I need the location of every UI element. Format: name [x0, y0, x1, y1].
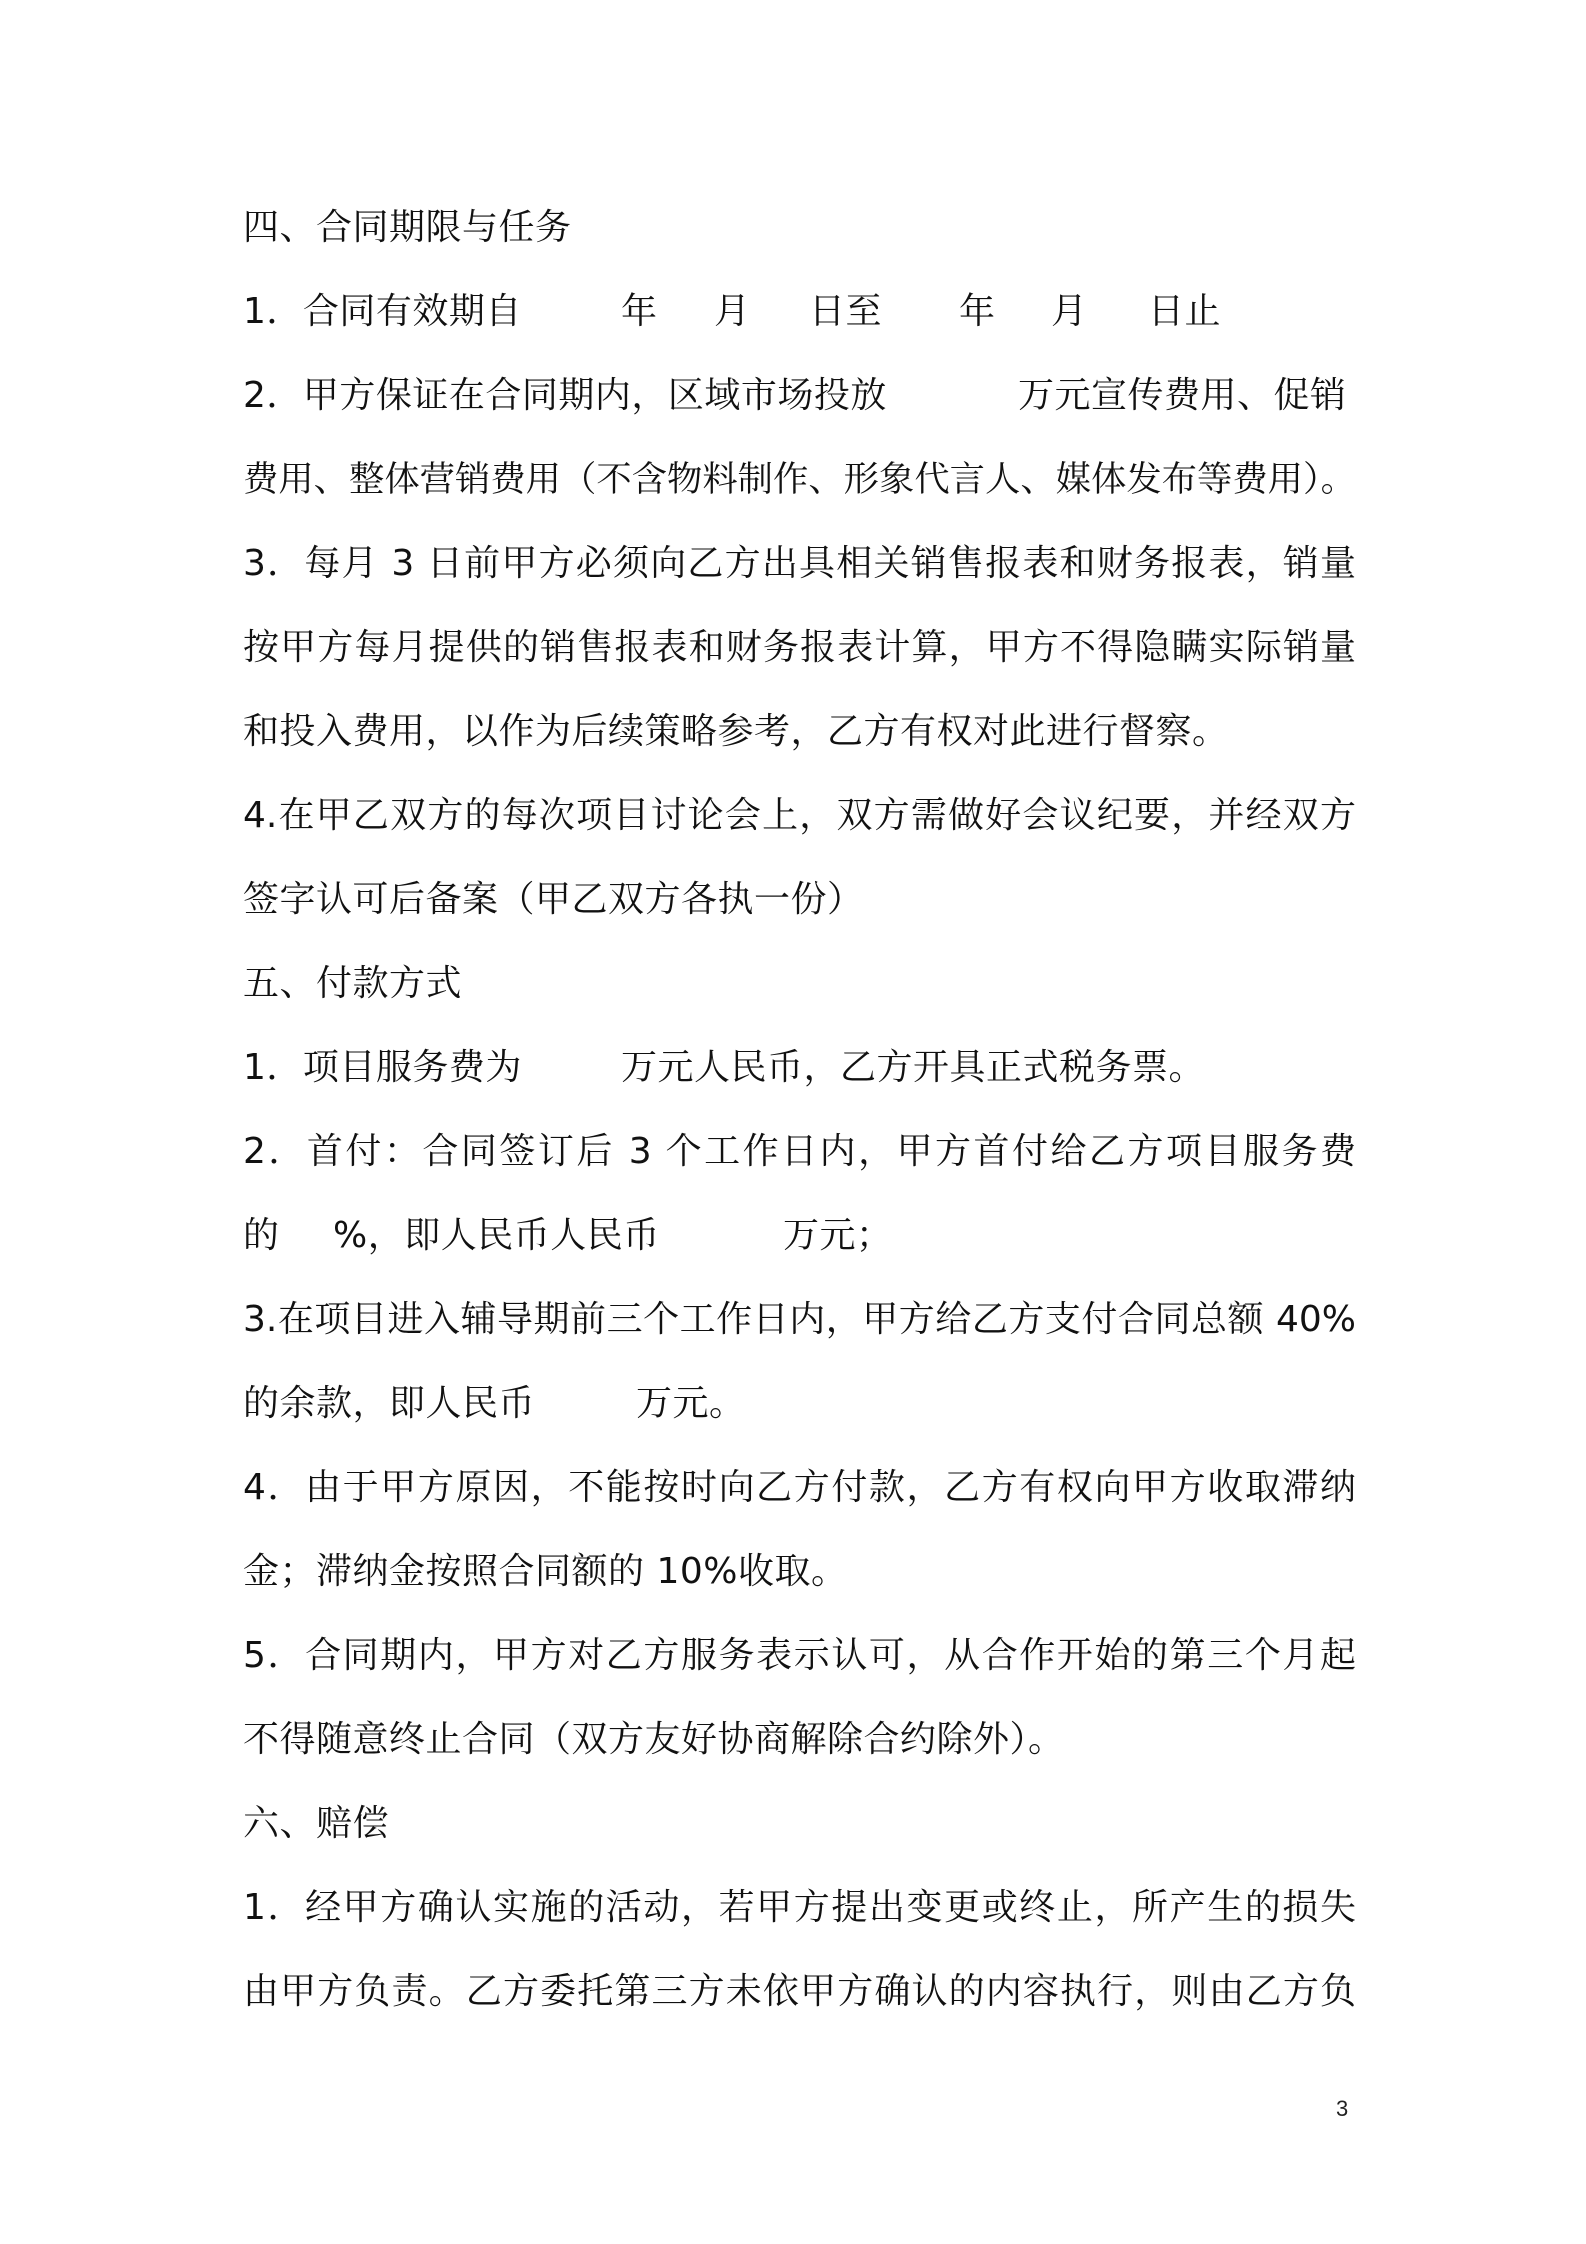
budget-label: 2．甲方保证在合同期内，区域市场投放 [243, 375, 887, 416]
page-number: 3 [1336, 2096, 1349, 2121]
term-start-month-label: 月 [714, 291, 751, 332]
balance-unit-label: 万元。 [636, 1383, 746, 1424]
section-5-item-1 [243, 1044, 1356, 1092]
term-end-day-label: 日止 [1148, 291, 1222, 332]
section-5-item-5-line-2: 不得随意终止合同（双方友好协商解除合约除外）。 [243, 1719, 1065, 1760]
budget-unit-label: 万元宣传费用、促销 [1018, 375, 1347, 416]
section-4-item-2-line-2: 费用、整体营销费用（不含物料制作、形象代言人、媒体发布等费用）。 [243, 459, 1356, 500]
section-4-item-3-line-1: 3．每月 3 日前甲方必须向乙方出具相关销售报表和财务报表，销量 [243, 543, 1356, 584]
section-5-item-5-line-1: 5．合同期内，甲方对乙方服务表示认可，从合作开始的第三个月起 [243, 1635, 1356, 1676]
term-start-label: 1．合同有效期自 [243, 291, 522, 332]
section-4-heading: 四、合同期限与任务 [243, 207, 572, 248]
section-5-item-2-line-2 [243, 1212, 1356, 1260]
section-4-item-4-line-1: 4.在甲乙双方的每次项目讨论会上，双方需做好会议纪要，并经双方 [243, 795, 1356, 836]
section-5-heading: 五、付款方式 [243, 963, 463, 1004]
section-4-item-3-line-2: 按甲方每月提供的销售报表和财务报表计算，甲方不得隐瞒实际销量 [243, 627, 1356, 668]
section-4-item-3-line-3: 和投入费用，以作为后续策略参考，乙方有权对此进行督察。 [243, 711, 1229, 752]
down-payment-unit-label: 万元； [783, 1215, 893, 1256]
service-fee-label: 1．项目服务费为 [243, 1047, 522, 1088]
term-start-day-label: 日至 [809, 291, 883, 332]
section-5-item-3-line-2 [243, 1380, 1356, 1428]
section-5-item-4-line-1: 4．由于甲方原因，不能按时向乙方付款，乙方有权向甲方收取滞纳 [243, 1467, 1356, 1508]
balance-label: 的余款，即人民币 [243, 1383, 536, 1424]
term-start-year-label: 年 [621, 291, 658, 332]
term-end-month-label: 月 [1051, 291, 1088, 332]
down-payment-percent-label: %，即人民币人民币 [333, 1215, 660, 1256]
section-4-item-1 [243, 288, 1356, 336]
section-6-item-1-line-2: 由甲方负责。乙方委托第三方未依甲方确认的内容执行，则由乙方负 [243, 1971, 1356, 2012]
section-5-item-3-line-1: 3.在项目进入辅导期前三个工作日内，甲方给乙方支付合同总额 40% [243, 1299, 1356, 1340]
section-6-item-1-line-1: 1．经甲方确认实施的活动，若甲方提出变更或终止，所产生的损失 [243, 1887, 1356, 1928]
section-5-item-4-line-2: 金；滞纳金按照合同额的 10%收取。 [243, 1551, 848, 1592]
down-payment-prefix: 的 [243, 1215, 280, 1256]
section-5-item-2-line-1: 2．首付：合同签订后 3 个工作日内，甲方首付给乙方项目服务费 [243, 1131, 1356, 1172]
section-4-item-4-line-2: 签字认可后备案（甲乙双方各执一份） [243, 879, 864, 920]
section-4-item-2-line-1 [243, 372, 1356, 420]
term-end-year-label: 年 [959, 291, 996, 332]
service-fee-unit-label: 万元人民币，乙方开具正式税务票。 [621, 1047, 1206, 1088]
section-6-heading: 六、赔偿 [243, 1803, 390, 1844]
